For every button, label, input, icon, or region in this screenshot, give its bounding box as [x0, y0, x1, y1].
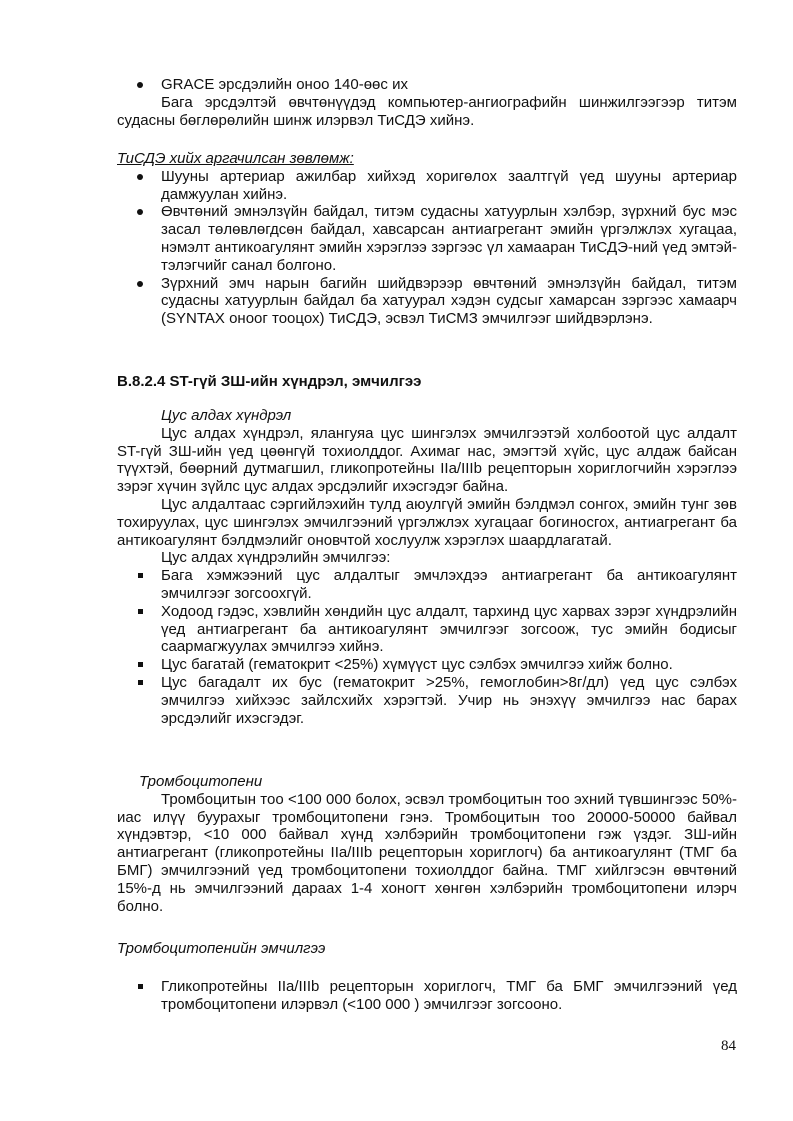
section-heading-block	[117, 373, 737, 391]
bleeding-treatment-text: Бага хэмжээний цус алдалтыг эмчлэхдээ антиагрегант ба антикоагулянт эмчилгээг зогсоохгүй.	[161, 567, 737, 602]
bullet-square-icon	[138, 680, 143, 685]
thrombo-treatment-title: Тромбоцитопенийн эмчилгээ	[117, 940, 326, 957]
bleeding-block	[117, 407, 737, 727]
list-item	[117, 603, 737, 656]
bleeding-treatment-text: Ходоод гэдэс, хэвлийн хөндийн цус алдалт, тархинд цус харвах зэрэг хүндрэлийн үед антиагрегант ба антикоагулянт эмчилгээг зогсоож, тус эмийн бодисыг саармагжуулах эмчилгээ хийнэ.	[161, 602, 737, 656]
recommendation-text: Зүрхний эмч нарын багийн шийдвэрээр өвчтөний эмнэлзүйн байдал, титэм судасны хатуурлын байдал ба хатуурал хэдэн судсыг хамарсан зэргээс хамаарч (SYNTAX оноог тооцох) ТиСДЭ, эсвэл ТиСМЗ эмчилгээг шийдвэрлэнэ.	[161, 274, 737, 328]
list-item	[117, 567, 737, 603]
bullet-square-icon	[138, 984, 143, 989]
recommendation-text: Өвчтөний эмнэлзүйн байдал, титэм судасны хатуурлын хэлбэр, зүрхний бус мэс засал төлөвлөгдсөн байдал, хавсарсан антиагрегант эмийн үргэлжлэх хугацаа, нэмэлт антикоагулянт эмийн хэрэглээ зэргээс үл хамааран ТиСДЭ-ний үед эмтэй-тэлэгчийг санал болгоно.	[161, 203, 737, 274]
intro-bullet-text: GRACE эрсдэлийн оноо 140-өөс их	[161, 76, 408, 93]
list-item	[117, 168, 737, 204]
list-item	[117, 978, 737, 1014]
bullet-dot-icon	[137, 82, 143, 88]
bullet-square-icon	[138, 573, 143, 578]
bleeding-subtitle: Цус алдах хүндрэл	[161, 407, 292, 424]
bleeding-paragraph-1: Цус алдах хүндрэл, ялангуяа цус шингэлэх эмчилгээтэй холбоотой цус алдалт ST-гүй ЗШ-ийн үед цөөнгүй тохиолддог. Ахимаг нас, эмэгтэй хүйс, цус алдаж байсан түүхтэй, бөөрний дутмагшил, гликопротейны IIa/IIIb рецепторын хориглогчийн хэрэглээ зэрэг хүчин зүйлс цус алдах эрсдэлийг ихэсгэдэг байна.	[117, 424, 737, 496]
list-item	[117, 656, 737, 674]
bullet-square-icon	[138, 609, 143, 614]
thrombocytopenia-subtitle: Тромбоцитопени	[139, 773, 263, 790]
bullet-square-icon	[138, 662, 143, 667]
bullet-dot-icon	[137, 174, 143, 180]
intro-paragraph: Бага эрсдэлтэй өвчтөнүүдэд компьютер-ангиографийн шинжилгээгээр титэм судасны бөглөрөлийн шинж илэрвэл ТиСДЭ хийнэ.	[117, 93, 737, 129]
list-item	[117, 674, 737, 727]
recommendation-text: Шууны артериар ажилбар хийхэд хоригөлох заалтгүй үед шууны артериар дамжуулан хийнэ.	[161, 167, 737, 203]
list-item	[117, 275, 737, 328]
bleeding-treatment-label: Цус алдах хүндрэлийн эмчилгээ:	[161, 549, 391, 567]
recommendations-block	[117, 150, 737, 328]
thrombo-treatment-block	[117, 940, 737, 1013]
page-number: 84	[721, 1038, 736, 1054]
bleeding-paragraph-2: Цус алдалтаас сэргийлэхийн тулд аюулгүй эмийн бэлдмэл сонгох, эмийн тунг зөв тохируулах, цус шингэлэх эмчилгээний үргэлжлэх хугацааг богиносгох, антиагрегант ба антикоагулянт бэлдмэлийг оновчтой хослуулж хэрэглэх шаардлагатай.	[117, 495, 737, 549]
thrombocytopenia-block	[117, 773, 737, 915]
thrombo-treatment-text: Гликопротейны IIa/IIIb рецепторын хориглогч, ТМГ ба БМГ эмчилгээний үед тромбоцитопени илэрвэл (<100 000 ) эмчилгээг зогсооно.	[161, 977, 737, 1013]
bleeding-treatment-text: Цус багатай (гематокрит <25%) хүмүүст цус сэлбэх эмчилгээ хийж болно.	[161, 656, 673, 674]
list-item	[117, 76, 737, 94]
section-heading: B.8.2.4 ST-гүй ЗШ-ийн хүндрэл, эмчилгээ	[117, 373, 422, 390]
list-item	[117, 203, 737, 274]
thrombocytopenia-paragraph: Тромбоцитын тоо <100 000 болох, эсвэл тромбоцитын тоо эхний түвшингээс 50%- иас илүү буурахыг тромбоцитопени гэнэ. Тромбоцитын тоо 20000-50000 байвал хүндэвтэр, <10 000 байвал хүнд хэлбэрийн тромбоцитопени гэж үздэг. ЗШ-ийн антиагрегант (гликопротейны IIa/IIIb рецепторын хориглогч) ба антикоагулянт (ТМГ ба БМГ) эмчилгээний үед тромбоцитопени тохиолддог байна. ТМГ хийлгэсэн өвчтөний 15%-д нь эмчилгээний дараах 1-4 хоногт хөнгөн хэлбэрийн тромбоцитопени илэрч болно.	[117, 790, 737, 915]
intro-block	[117, 76, 737, 129]
recommendations-title: ТиСДЭ хийх аргачилсан зөвлөмж:	[117, 150, 354, 167]
bullet-dot-icon	[137, 281, 143, 287]
bullet-dot-icon	[137, 209, 143, 215]
bleeding-treatment-text: Цус багадалт их бус (гематокрит >25%, гемоглобин>8г/дл) үед цус сэлбэх эмчилгээ хийхээс зайлсхийх хэрэгтэй. Учир нь энэхүү эмчилгээ нас барах эрсдэлийг ихэсгэдэг.	[161, 673, 737, 727]
